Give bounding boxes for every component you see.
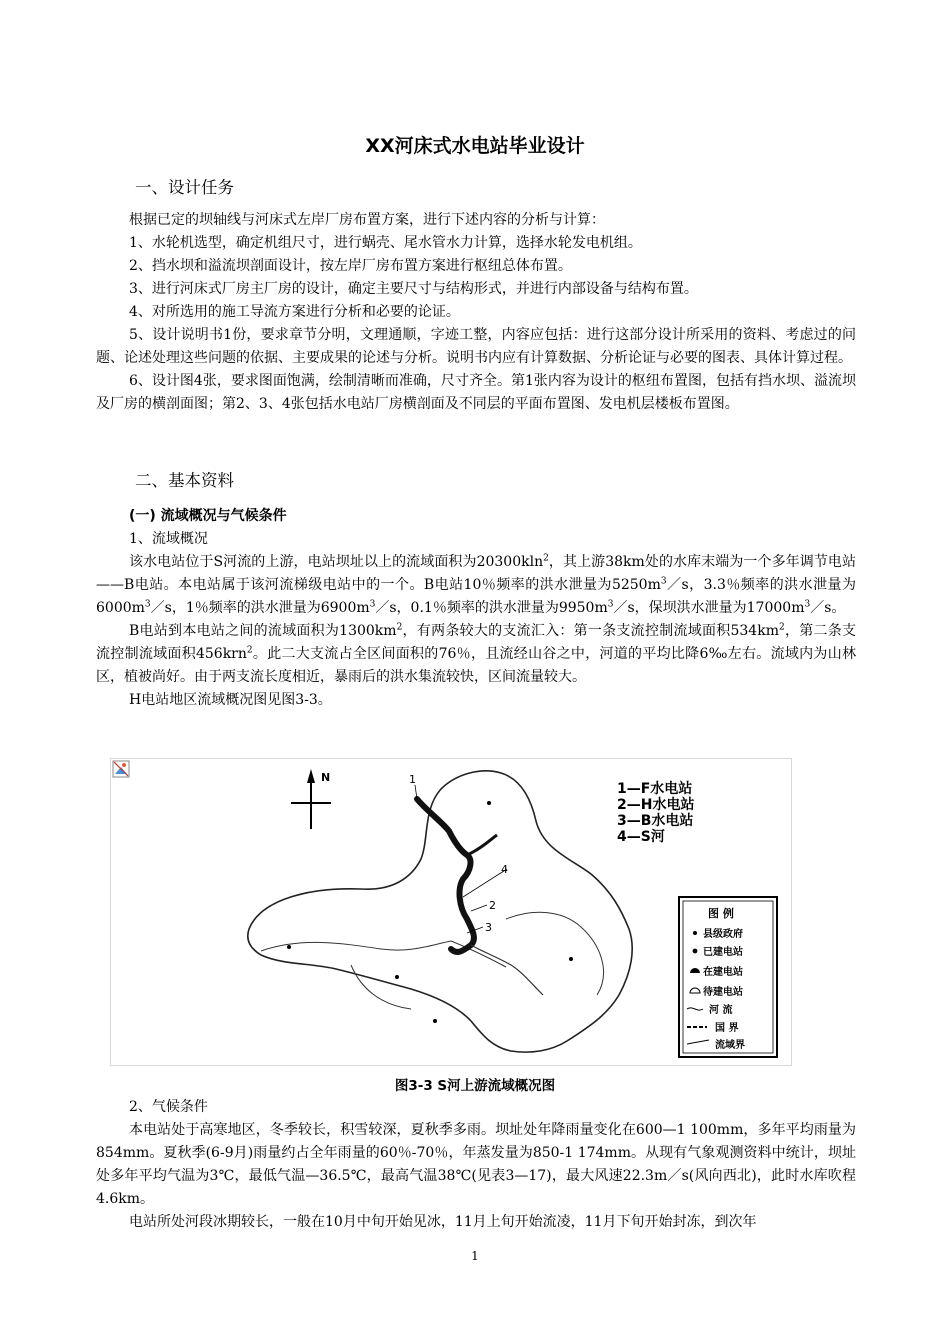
ice-paragraph: 电站所处河段冰期较长，一般在10月中旬开始见冰，11月上旬开始流凌，11月下旬开始封冻，到次年 xyxy=(129,1214,757,1230)
map-legend xyxy=(679,897,777,1057)
superscript: 3 xyxy=(607,599,614,610)
legend-item-1: 县级政府 xyxy=(703,929,743,940)
station-label-4: 4—S河 xyxy=(617,829,665,845)
superscript: 2 xyxy=(246,645,253,656)
image-placeholder-icon xyxy=(113,761,129,777)
basic-data-body xyxy=(96,505,856,712)
text-run: ／s，1％频率的洪水泄量为6900m xyxy=(150,600,370,616)
legend-item-6: 国 界 xyxy=(715,1023,739,1034)
superscript: 3 xyxy=(369,599,376,610)
text-run: ，有两条较大的支流汇入：第一条支流控制流域面积534km xyxy=(402,623,779,639)
superscript: 2 xyxy=(396,622,403,633)
basin-paragraph-2 xyxy=(96,620,856,689)
climate-body xyxy=(96,1096,856,1234)
map-number-1: 1 xyxy=(409,773,416,786)
figure-reference-paragraph: H电站地区流域概况图见图3-3。 xyxy=(129,692,332,708)
text-run: ／s，0.1％频率的洪水泄量为9950m xyxy=(375,600,608,616)
page-number: 1 xyxy=(471,1249,479,1263)
basin-paragraph-1 xyxy=(96,551,856,620)
county-markers xyxy=(287,801,573,1023)
north-label: N xyxy=(321,771,331,784)
watershed-boundary xyxy=(248,771,632,1052)
station-label-1: 1—F水电站 xyxy=(617,781,693,797)
document-title: XX河床式水电站毕业设计 xyxy=(365,135,585,157)
section-heading-design-task: 一、设计任务 xyxy=(135,178,234,197)
superscript: 3 xyxy=(804,599,811,610)
design-task-intro: 根据已定的坝轴线与河床式左岸厂房布置方案，进行下述内容的分析与计算： xyxy=(129,212,605,228)
legend-title: 图 例 xyxy=(708,907,734,920)
design-task-item-2: 2、挡水坝和溢流坝剖面设计，按左岸厂房布置方案进行枢纽总体布置。 xyxy=(129,258,572,274)
superscript: 3 xyxy=(144,599,151,610)
climate-label: 2、气候条件 xyxy=(129,1099,208,1115)
superscript: 2 xyxy=(543,553,549,564)
text-run: ，第二条支流控制流域面积456krn xyxy=(96,623,857,662)
subsection-heading-basin: (一) 流域概况与气候条件 xyxy=(129,508,287,524)
climate-paragraph: 本电站处于高寒地区，冬季较长，积雪较深，夏秋季多雨。坝址处年降雨量变化在600—1 100mm，多年平均雨量为854mm。夏秋季(6-9月)雨量约占全年雨量的60％-70％，年蒸发量为850-1 174mm。从现有气象观测资料中统计，坝址处多年平均气温为3℃，最低气温—36.5℃，最高气温38℃(见表3—17)，最大风速22.3m／s(风向西北)，此时水库吹程4.6km。 xyxy=(96,1122,856,1207)
legend-county-symbol xyxy=(693,931,697,935)
legend-item-5: 河 流 xyxy=(709,1005,733,1016)
design-task-body xyxy=(96,209,856,416)
map-number-4: 4 xyxy=(501,863,508,876)
superscript: 3 xyxy=(660,576,667,587)
design-task-item-3: 3、进行河床式厂房主厂房的设计，确定主要尺寸与结构形式，并进行内部设备与结构布置。 xyxy=(129,281,698,297)
map-number-2: 2 xyxy=(489,899,496,912)
legend-item-4: 待建电站 xyxy=(703,987,743,998)
legend-item-3: 在建电站 xyxy=(703,967,743,978)
basin-map xyxy=(111,759,791,1065)
legend-item-7: 流域界 xyxy=(715,1040,745,1051)
text-run: B电站到本电站之间的流域面积为1300km xyxy=(129,623,397,639)
legend-item-2: 已建电站 xyxy=(703,947,743,958)
section-heading-basic-data: 二、基本资料 xyxy=(135,471,234,490)
design-task-item-6: 6、设计图4张，要求图面饱满，绘制清晰而准确，尺寸齐全。第1张内容为设计的枢纽布置图，包括有挡水坝、溢流坝及厂房的横剖面图；第2、3、4张包括水电站厂房横剖面及不同层的平面布置图、发电机层楼板布置图。 xyxy=(96,373,856,412)
text-run: ／s，3.3％频率的洪水泄量为6000m xyxy=(96,577,856,616)
superscript: 2 xyxy=(778,622,785,633)
basin-overview-label: 1、流域概况 xyxy=(129,531,208,547)
text-run: ／s，保坝洪水泄量为17000m xyxy=(613,600,805,616)
design-task-item-4: 4、对所选用的施工导流方案进行分析和必要的论证。 xyxy=(129,304,460,320)
main-river xyxy=(417,799,474,952)
legend-built-symbol xyxy=(693,949,698,954)
text-run: 该水电站位于S河流的上游，电站坝址以上的流域面积为20300kln xyxy=(129,554,544,570)
design-task-item-5: 5、设计说明书1份，要求章节分明，文理通顺，字迹工整，内容应包括：进行这部分设计所采用的资料、考虑过的问题、论述处理这些问题的依据、主要成果的论述与分析。说明书内应有计算数据、分析论证与必要的图表、具体计算过程。 xyxy=(96,327,856,366)
figure-caption: 图3-3 S河上游流域概况图 xyxy=(394,1078,556,1094)
station-label-3: 3—B水电站 xyxy=(617,813,694,829)
basin-map-figure xyxy=(110,758,792,1066)
design-task-item-1: 1、水轮机选型，确定机组尺寸，进行蜗壳、尾水管水力计算，选择水轮发电机组。 xyxy=(129,235,642,251)
text-run: ／s。 xyxy=(810,600,846,616)
tributary-lines xyxy=(261,912,604,1009)
text-run: ，其上游38km处的水库末端为一个多年调节电站——B电站。本电站属于该河流梯级电站中的一个。B电站10％频率的洪水泄量为5250m xyxy=(96,554,856,593)
station-label-2: 2—H水电站 xyxy=(617,797,695,813)
text-run: 。此二大支流占全区间面积的76％，且流经山谷之中，河道的平均比降6‰左右。流域内为山林区，植被尚好。由于两支流长度相近，暴雨后的洪水集流较快，区间流量较大。 xyxy=(96,646,856,685)
map-number-3: 3 xyxy=(485,921,492,934)
